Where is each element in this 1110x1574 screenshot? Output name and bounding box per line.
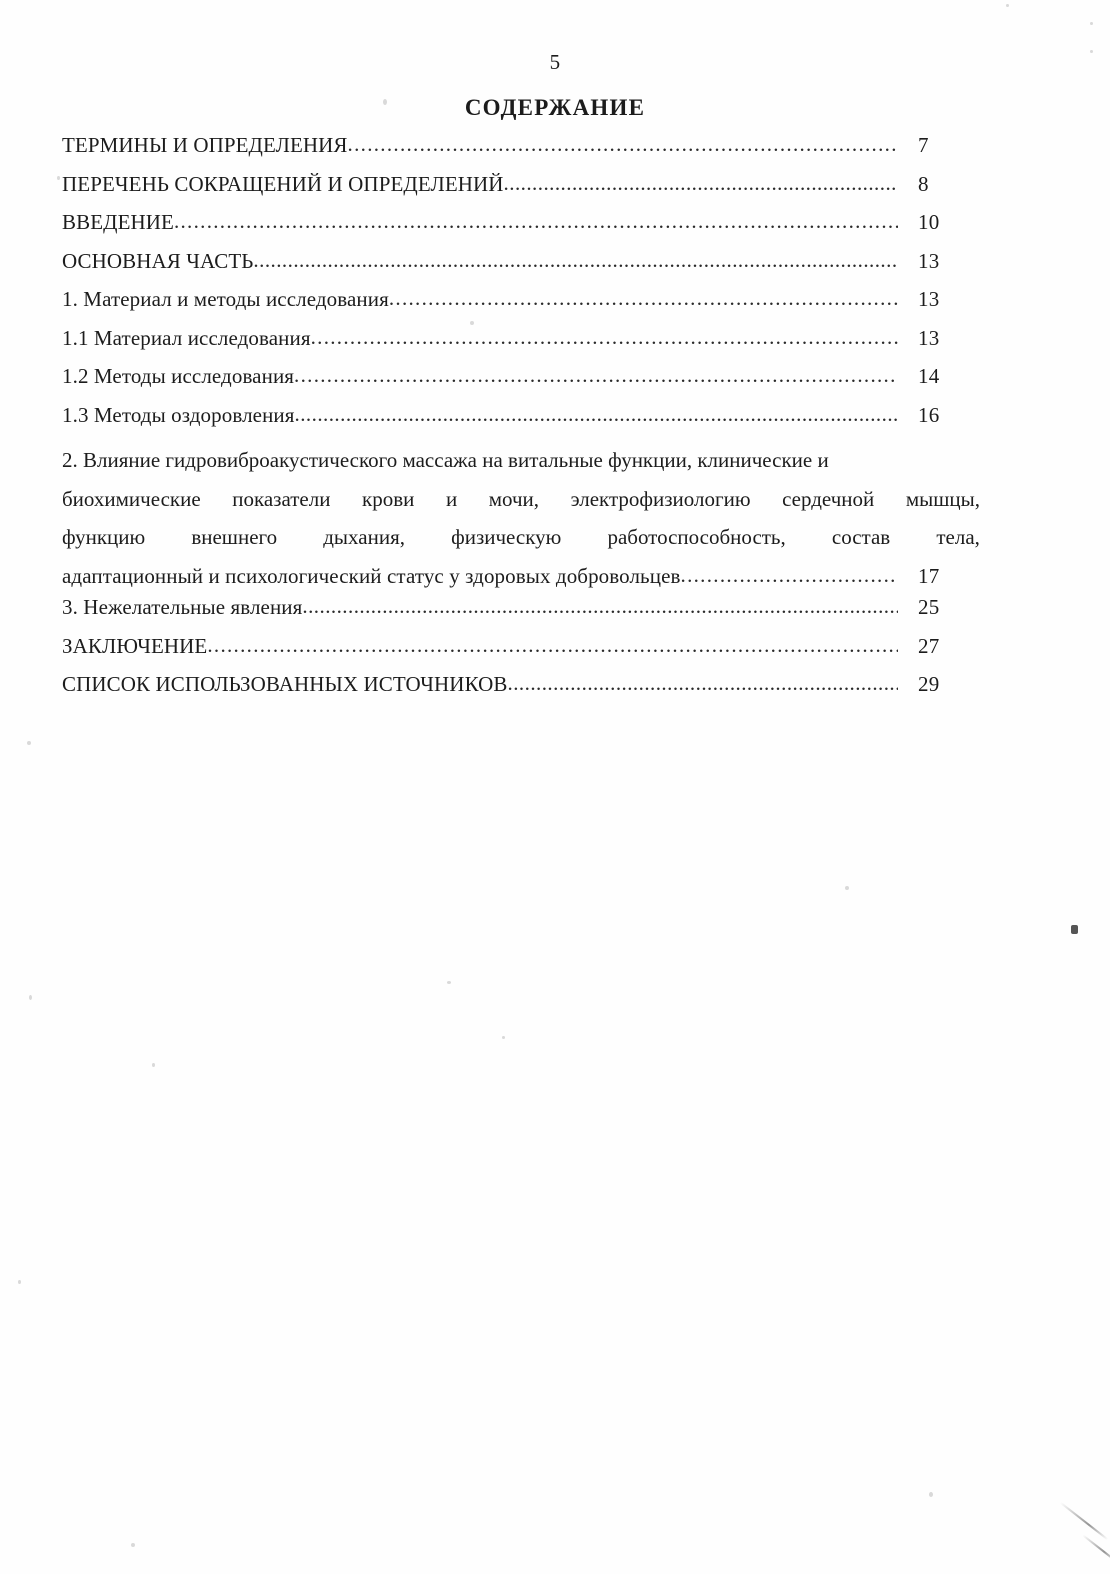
toc-dot-leader bbox=[294, 363, 898, 388]
toc-word: работоспособность, bbox=[607, 525, 786, 549]
toc-entry-label: СПИСОК ИСПОЛЬЗОВАННЫХ ИСТОЧНИКОВ bbox=[62, 672, 508, 696]
toc-dot-leader bbox=[253, 248, 898, 273]
toc-entry-label: 1. Материал и методы исследования bbox=[62, 287, 389, 311]
toc-entry-line bbox=[62, 557, 980, 596]
scan-speckle bbox=[152, 1063, 155, 1067]
toc-entry-label: ТЕРМИНЫ И ОПРЕДЕЛЕНИЯ bbox=[62, 133, 348, 157]
toc-entry-page: 17 bbox=[918, 563, 940, 588]
toc-entry[interactable] bbox=[62, 634, 980, 673]
toc-dot-leader bbox=[348, 132, 898, 157]
toc-entry[interactable] bbox=[62, 672, 980, 711]
toc-word: сердечной bbox=[782, 486, 875, 511]
toc-entry-label: 3. Нежелательные явления bbox=[62, 595, 303, 619]
toc-entry-label: ВВЕДЕНИЕ bbox=[62, 210, 174, 234]
toc-entry-page: 29 bbox=[918, 672, 940, 696]
toc-word: дыхания, bbox=[323, 525, 405, 549]
toc-entry-label: 1.3 Методы оздоровления bbox=[62, 402, 295, 427]
scan-speckle bbox=[27, 741, 31, 745]
scan-speckle bbox=[57, 176, 60, 180]
toc-entry-page: 27 bbox=[918, 633, 940, 658]
toc-entry-line bbox=[62, 518, 980, 557]
scan-speckle bbox=[131, 1543, 135, 1547]
toc-entry-multiline[interactable] bbox=[62, 441, 980, 595]
toc-entry-page: 16 bbox=[918, 402, 940, 427]
scan-speckle bbox=[929, 1492, 933, 1497]
toc-dot-leader bbox=[311, 325, 898, 350]
toc-entry-label: 1.1 Материал исследования bbox=[62, 325, 311, 350]
toc-dot-leader bbox=[504, 171, 898, 196]
scan-speckle bbox=[1006, 4, 1009, 7]
toc-entry-page: 13 bbox=[918, 248, 940, 273]
toc-entry-page: 13 bbox=[918, 325, 940, 350]
toc-entry[interactable] bbox=[62, 210, 980, 249]
toc-word: физическую bbox=[451, 525, 562, 549]
toc-dot-leader bbox=[207, 633, 898, 658]
toc-entry-label: адаптационный и психологический статус у здоровых добровольцев bbox=[62, 563, 681, 588]
scan-ink-mark bbox=[1071, 925, 1078, 934]
toc-entry[interactable] bbox=[62, 326, 980, 365]
toc-dot-leader bbox=[295, 402, 898, 427]
toc-dot-leader bbox=[681, 556, 898, 595]
toc-entry-label: ОСНОВНАЯ ЧАСТЬ bbox=[62, 248, 254, 273]
toc-entry-page: 8 bbox=[918, 171, 929, 196]
toc-entry[interactable] bbox=[62, 403, 980, 442]
toc-word: биохимические bbox=[62, 486, 201, 511]
toc-word: мышцы, bbox=[905, 486, 980, 511]
toc-word: внешнего bbox=[191, 525, 278, 549]
toc-entry-page: 7 bbox=[918, 133, 929, 157]
scan-speckle bbox=[1090, 22, 1093, 25]
toc-entry[interactable] bbox=[62, 364, 980, 403]
toc-word: показатели bbox=[232, 486, 331, 511]
toc-dot-leader bbox=[174, 209, 898, 234]
toc-word: тела, bbox=[936, 525, 980, 549]
toc-word: функцию bbox=[62, 525, 146, 549]
page-title: СОДЕРЖАНИЕ bbox=[464, 95, 646, 120]
toc-entry-line bbox=[62, 480, 980, 519]
toc-entry[interactable] bbox=[62, 287, 980, 326]
toc-word: мочи, bbox=[488, 486, 540, 511]
toc-dot-leader bbox=[302, 594, 898, 619]
scan-speckle bbox=[29, 995, 32, 1000]
scan-speckle bbox=[845, 886, 849, 890]
toc-dot-leader bbox=[508, 671, 898, 696]
table-of-contents bbox=[62, 133, 980, 711]
toc-dot-leader bbox=[389, 286, 898, 311]
scan-speckle bbox=[18, 1280, 21, 1284]
toc-entry-page: 25 bbox=[918, 595, 940, 619]
toc-entry-label: ПЕРЕЧЕНЬ СОКРАЩЕНИЙ И ОПРЕДЕЛЕНИЙ bbox=[62, 171, 504, 196]
toc-entry[interactable] bbox=[62, 595, 980, 634]
toc-word: крови bbox=[362, 486, 415, 511]
toc-entry[interactable] bbox=[62, 133, 980, 172]
scan-speckle bbox=[447, 981, 451, 984]
toc-entry-line: 2. Влияние гидровиброакустического массажа на витальные функции, клинические и bbox=[62, 448, 829, 472]
toc-entry-page: 10 bbox=[918, 210, 940, 234]
toc-word: электрофизиологию bbox=[570, 486, 751, 511]
toc-entry-label: 1.2 Методы исследования bbox=[62, 364, 295, 388]
toc-word: состав bbox=[831, 525, 891, 549]
scan-edge-streak bbox=[1082, 1534, 1110, 1563]
toc-entry[interactable] bbox=[62, 172, 980, 211]
scan-edge-streak bbox=[1060, 1502, 1109, 1541]
page-number: 5 bbox=[549, 50, 561, 74]
scan-speckle bbox=[502, 1036, 505, 1039]
toc-entry[interactable] bbox=[62, 249, 980, 288]
toc-entry-page: 14 bbox=[918, 364, 940, 388]
toc-word: и bbox=[445, 486, 458, 511]
toc-entry-page: 13 bbox=[918, 287, 940, 311]
toc-entry-label: ЗАКЛЮЧЕНИЕ bbox=[62, 633, 208, 658]
